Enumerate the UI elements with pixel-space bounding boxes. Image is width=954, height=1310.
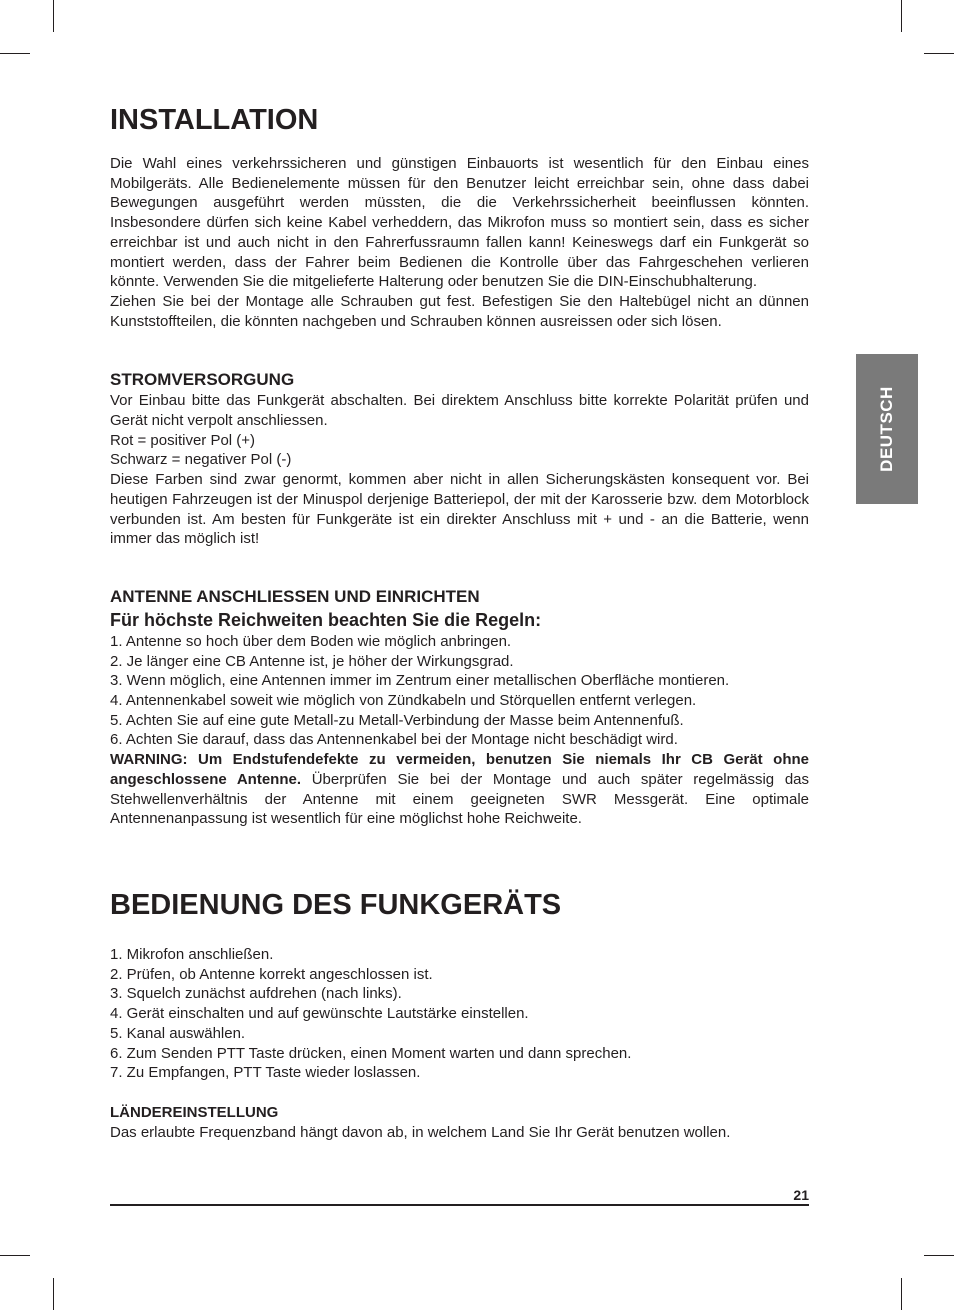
- warning-text: Überprüfen Sie bei der Montage und auch später regelmässig das Stehwellenverhältnis der Antenne mit einem geeigneten SWR Messgerät. Eine optimale Antennenanpassung ist wesentlich für eine möglichst hohe Reichweite.: [110, 770, 810, 828]
- antenne-rules-list: [110, 632, 809, 750]
- stromversorgung-paragraph-2: Diese Farben sind zwar genormt, kommen aber nicht in allen Sicherungskästen konsequent vor. Bei heutigen Fahrzeugen ist der Minuspol derjenige Batteriepol, der mit der Karosserie bzw. dem Motorblock verbunden ist. Am besten für Funkgeräte ist ein direkter Anschluss mit + und - an die Batterie, wenn immer das möglich ist!: [110, 471, 809, 548]
- list-item: 6. Achten Sie darauf, dass das Antennenkabel bei der Montage nicht beschädigt wird.: [110, 731, 678, 749]
- installation-paragraph-2: Ziehen Sie bei der Montage alle Schrauben gut fest. Befestigen Sie den Haltebügel nicht an dünnen Kunststoffteilen, die könnten nachgeben und Schrauben können ausreissen oder sich lösen.: [110, 292, 809, 330]
- warning-bold-text: WARNING: Um Endstufendefekte zu vermeiden, benutzen Sie niemals Ihr CB Gerät ohne angeschlossene Antenne.: [110, 751, 809, 788]
- bedienung-steps-list: [110, 945, 809, 1083]
- language-side-tab: [856, 354, 918, 504]
- stromversorgung-heading: STROMVERSORGUNG: [110, 370, 295, 390]
- list-item: 4. Antennenkabel soweit wie möglich von Zündkabeln und Störquellen entfernt verlegen.: [110, 692, 697, 710]
- polarity-black-line: Schwarz = negativer Pol (-): [110, 451, 292, 469]
- installation-heading: INSTALLATION: [110, 104, 319, 136]
- antenne-subheading: Für höchste Reichweiten beachten Sie die Regeln:: [110, 609, 542, 630]
- crop-mark: [0, 53, 30, 54]
- laendereinstellung-heading: LÄNDEREINSTELLUNG: [110, 1103, 279, 1121]
- list-item: 4. Gerät einschalten und auf gewünschte Lautstärke einstellen.: [110, 1005, 529, 1023]
- crop-mark: [0, 1255, 30, 1256]
- warning-paragraph: [110, 750, 809, 829]
- crop-mark: [53, 0, 54, 32]
- crop-mark: [924, 53, 954, 54]
- list-item: 6. Zum Senden PTT Taste drücken, einen Moment warten und dann sprechen.: [110, 1044, 632, 1062]
- polarity-red-line: Rot = positiver Pol (+): [110, 431, 256, 449]
- list-item: 2. Je länger eine CB Antenne ist, je höher der Wirkungsgrad.: [110, 652, 514, 670]
- language-tab-label: DEUTSCH: [877, 386, 897, 472]
- footer-rule: [110, 1204, 809, 1206]
- list-item: 5. Kanal auswählen.: [110, 1024, 246, 1042]
- page-number: 21: [793, 1187, 809, 1203]
- installation-paragraph: Die Wahl eines verkehrssicheren und günstigen Einbauorts ist wesentlich für den Einbau eines Mobilgeräts. Alle Bedienelemente müssen für den Benutzer leicht erreichbar sein, ohne dass dabei Bewegungen ausgeführt werden müssten, die die Verkehrssicherheit beeinflussen könnten. Insbesondere dürfen sich keine Kabel verheddern, das Mikrofon muss so montiert sein, dass es sicher erreichbar ist und auch nicht in den Fahrerfussraumn fallen kann! Keineswegs darf ein Funkgerät so montiert werden, dass der Fahrer beim Bedienen die Kontrolle über das Fahrgeschehen verlieren könnte. Verwenden Sie die mitgelieferte Halterung oder benutzen Sie die DIN-Einschubhalterung.: [110, 155, 809, 291]
- crop-mark: [53, 1278, 54, 1310]
- crop-mark: [901, 1278, 902, 1310]
- list-item: 2. Prüfen, ob Antenne korrekt angeschlossen ist.: [110, 965, 433, 983]
- list-item: 5. Achten Sie auf eine gute Metall-zu Metall-Verbindung der Masse beim Antennenfuß.: [110, 711, 684, 729]
- page-content: [110, 100, 809, 1143]
- list-item: 3. Squelch zunächst aufdrehen (nach links).: [110, 985, 402, 1003]
- bedienung-heading: BEDIENUNG DES FUNKGERÄTS: [110, 888, 562, 921]
- list-item: 3. Wenn möglich, eine Antennen immer im Zentrum einer metallischen Oberfläche montieren.: [110, 672, 730, 690]
- laendereinstellung-text: Das erlaubte Frequenzband hängt davon ab, in welchem Land Sie Ihr Gerät benutzen wollen.: [110, 1123, 731, 1141]
- stromversorgung-paragraph: Vor Einbau bitte das Funkgerät abschalten. Bei direktem Anschluss bitte korrekte Polarität prüfen und Gerät nicht verpolt anschliessen.: [110, 392, 809, 430]
- list-item: 1. Antenne so hoch über dem Boden wie möglich anbringen.: [110, 632, 512, 650]
- antenne-heading: ANTENNE ANSCHLIESSEN UND EINRICHTEN: [110, 586, 480, 606]
- crop-mark: [901, 0, 902, 32]
- crop-mark: [924, 1255, 954, 1256]
- list-item: 7. Zu Empfangen, PTT Taste wieder loslassen.: [110, 1064, 421, 1082]
- list-item: 1. Mikrofon anschließen.: [110, 945, 274, 963]
